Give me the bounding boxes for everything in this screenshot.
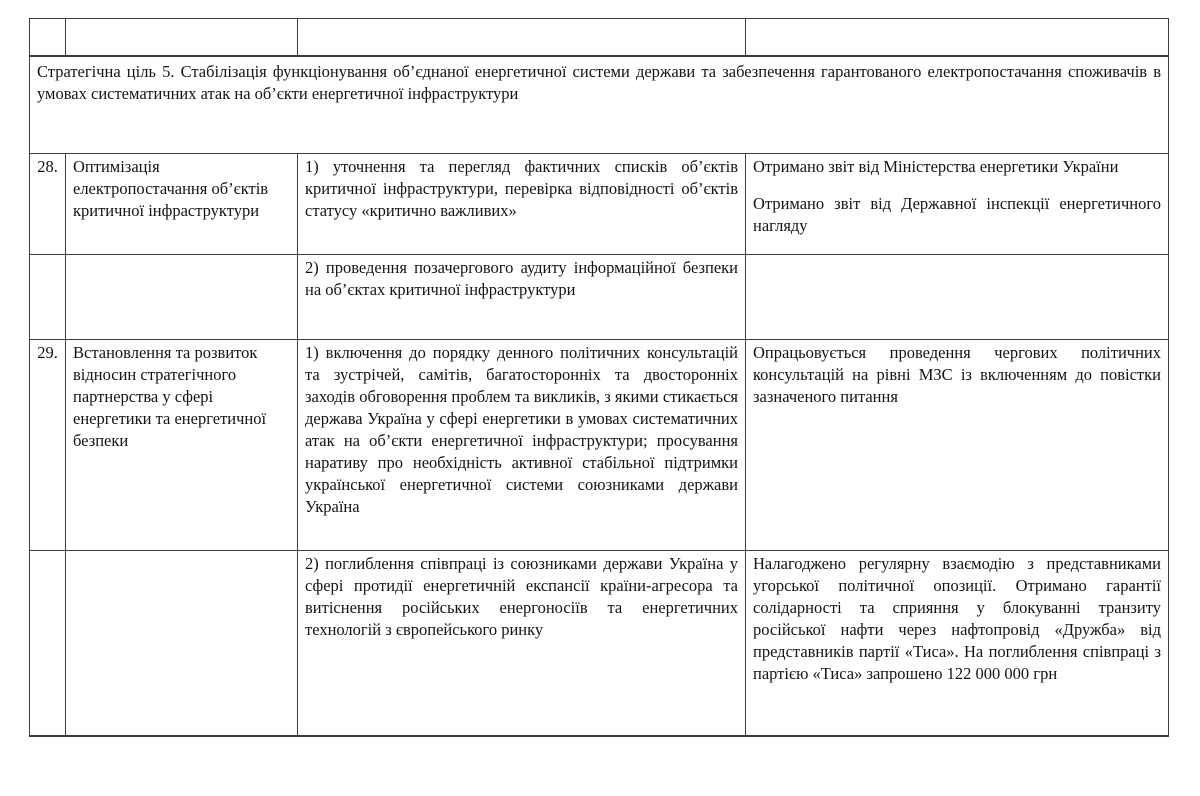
table-row-stub [30, 19, 1169, 57]
empty-cell [30, 255, 66, 340]
objective-cell: Оптимізація електропостачання об’єктів критичної інфраструктури [66, 154, 298, 255]
table-row-goal-header [30, 56, 1169, 154]
empty-cell [30, 19, 66, 57]
table-row [30, 551, 1169, 737]
action-cell: 1) уточнення та перегляд фактичних списків об’єктів критичної інфраструктури, перевірка відповідності об’єктів статусу «критично важливих» [298, 154, 746, 255]
empty-cell [746, 255, 1169, 340]
status-cell [746, 154, 1169, 255]
row-number: 28. [30, 154, 66, 255]
empty-cell [66, 551, 298, 737]
empty-cell [298, 19, 746, 57]
status-paragraph: Опрацьовується проведення чергових політичних консультацій на рівні МЗС із включенням до повістки зазначеного питання [753, 343, 1161, 406]
action-cell: 2) проведення позачергового аудиту інформаційної безпеки на об’єктах критичної інфраструктури [298, 255, 746, 340]
strategic-goal-title: Стратегічна ціль 5. Стабілізація функціонування об’єднаної енергетичної системи держави та забезпечення гарантованого електропостачання споживачів в умовах систематичних атак на об’єкти енергетичної інфраструктури [30, 56, 1169, 154]
table-row [30, 154, 1169, 255]
status-cell [746, 340, 1169, 551]
table-row [30, 255, 1169, 340]
empty-cell [66, 19, 298, 57]
status-paragraph: Налагоджено регулярну взаємодію з представниками угорської політичної опозиції. Отримано гарантії солідарності та сприяння у блокуванні транзиту російської нафти через нафтопровід «Дружба» від представників партії «Тиса». На поглиблення співпраці з партією «Тиса» запрошено 122 000 000 грн [753, 554, 1161, 683]
empty-cell [30, 551, 66, 737]
status-paragraph: Отримано звіт від Державної інспекції енергетичного нагляду [753, 194, 1161, 235]
empty-cell [66, 255, 298, 340]
status-cell [746, 551, 1169, 737]
row-number: 29. [30, 340, 66, 551]
action-cell: 1) включення до порядку денного політичних консультацій та зустрічей, самітів, багатосторонніх та двосторонніх заходів обговорення проблем та викликів, з якими стикається держава Україна у сфері енергетики в умовах систематичних атак на об’єкти енергетичної інфраструктури; просування наративу про необхідність активної стабільної підтримки української енергетичної системи союзниками держави Україна [298, 340, 746, 551]
action-cell: 2) поглиблення співпраці із союзниками держави Україна у сфері протидії енергетичній експансії країни-агресора та витіснення російських енергоносіїв та енергетичних технологій з європейського ринку [298, 551, 746, 737]
table-row [30, 340, 1169, 551]
objective-cell: Встановлення та розвиток відносин стратегічного партнерства у сфері енергетики та енергетичної безпеки [66, 340, 298, 551]
strategic-goals-table [29, 18, 1169, 737]
empty-cell [746, 19, 1169, 57]
status-paragraph: Отримано звіт від Міністерства енергетики України [753, 157, 1119, 176]
